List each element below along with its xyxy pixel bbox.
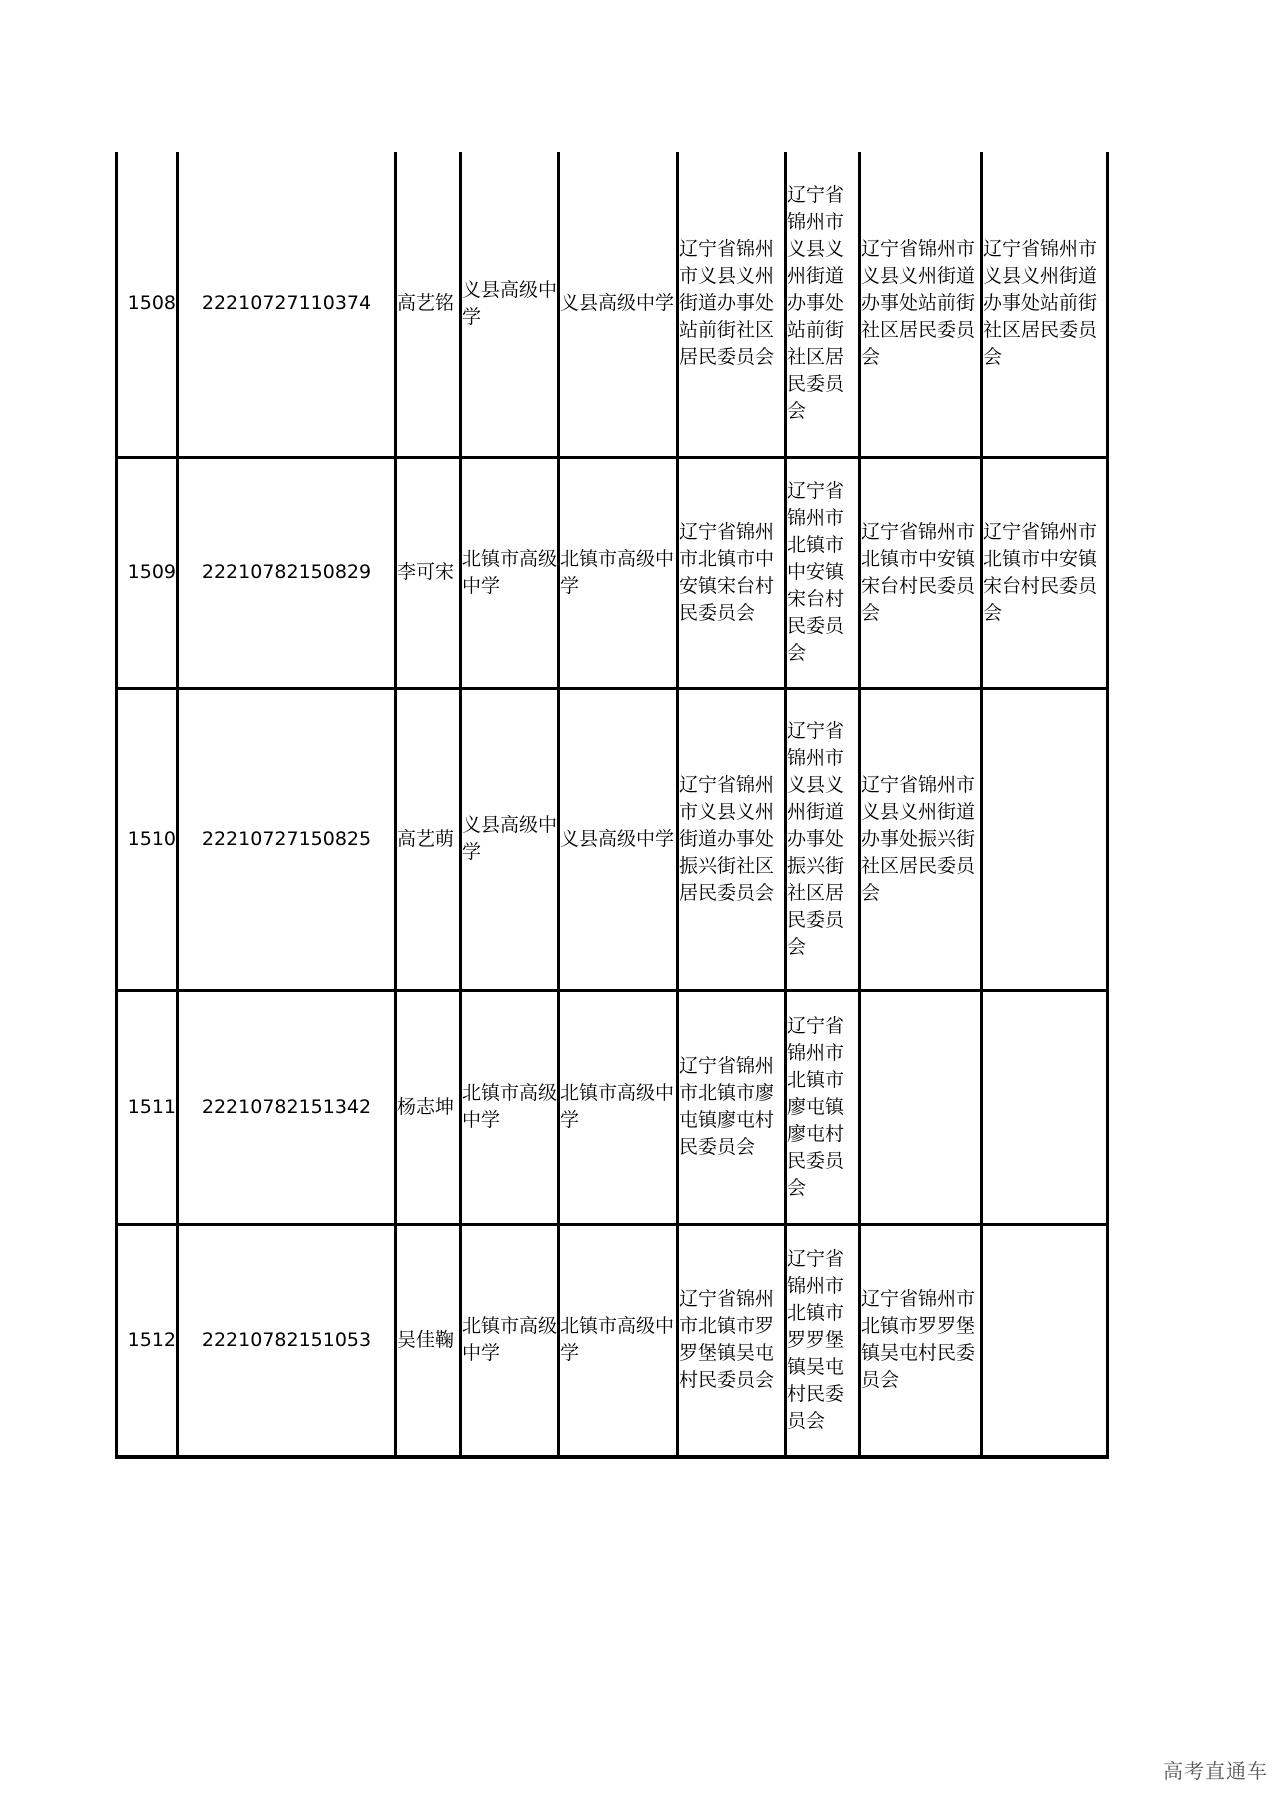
name-cell: 吴佳鞠 xyxy=(396,1224,461,1457)
id-cell: 22210782150829 xyxy=(178,457,396,688)
school-cell: 北镇市高级中学 xyxy=(461,990,559,1224)
address-cell-4: 辽宁省锦州市北镇市中安镇宋台村民委员会 xyxy=(982,457,1108,688)
seq-cell: 1508 xyxy=(117,152,178,457)
roster-body xyxy=(117,152,1108,1457)
address-cell-1: 辽宁省锦州市北镇市罗罗堡镇吴屯村民委员会 xyxy=(678,1224,786,1457)
address-cell-3: 辽宁省锦州市北镇市中安镇宋台村民委员会 xyxy=(860,457,982,688)
address-cell-2: 辽宁省锦州市北镇市中安镇宋台村民委员会 xyxy=(786,457,860,688)
school-cell: 义县高级中学 xyxy=(461,152,559,457)
table-row xyxy=(117,688,1108,990)
address-cell-1: 辽宁省锦州市北镇市中安镇宋台村民委员会 xyxy=(678,457,786,688)
id-cell: 22210782151342 xyxy=(178,990,396,1224)
address-cell-4 xyxy=(982,1224,1108,1457)
address-cell-2: 辽宁省锦州市义县义州街道办事处振兴街社区居民委员会 xyxy=(786,688,860,990)
seq-cell: 1512 xyxy=(117,1224,178,1457)
school-cell: 义县高级中学 xyxy=(461,688,559,990)
graduation-school-cell: 北镇市高级中学 xyxy=(559,990,678,1224)
name-cell: 杨志坤 xyxy=(396,990,461,1224)
graduation-school-cell: 北镇市高级中学 xyxy=(559,1224,678,1457)
id-cell: 22210782151053 xyxy=(178,1224,396,1457)
graduation-school-cell: 义县高级中学 xyxy=(559,152,678,457)
address-cell-1: 辽宁省锦州市义县义州街道办事处振兴街社区居民委员会 xyxy=(678,688,786,990)
id-cell: 22210727150825 xyxy=(178,688,396,990)
table-row xyxy=(117,152,1108,457)
table-row xyxy=(117,457,1108,688)
address-cell-2: 辽宁省锦州市北镇市廖屯镇廖屯村民委员会 xyxy=(786,990,860,1224)
watermark-text: 高考直通车 xyxy=(1163,1759,1268,1783)
address-cell-3 xyxy=(860,990,982,1224)
seq-cell: 1509 xyxy=(117,457,178,688)
graduation-school-cell: 北镇市高级中学 xyxy=(559,457,678,688)
address-cell-4: 辽宁省锦州市义县义州街道办事处站前街社区居民委员会 xyxy=(982,152,1108,457)
school-cell: 北镇市高级中学 xyxy=(461,457,559,688)
address-cell-2: 辽宁省锦州市北镇市罗罗堡镇吴屯村民委员会 xyxy=(786,1224,860,1457)
address-cell-3: 辽宁省锦州市义县义州街道办事处振兴街社区居民委员会 xyxy=(860,688,982,990)
address-cell-1: 辽宁省锦州市北镇市廖屯镇廖屯村民委员会 xyxy=(678,990,786,1224)
address-cell-3: 辽宁省锦州市北镇市罗罗堡镇吴屯村民委员会 xyxy=(860,1224,982,1457)
address-cell-2: 辽宁省锦州市义县义州街道办事处站前街社区居民委员会 xyxy=(786,152,860,457)
roster-table xyxy=(115,152,1109,1459)
seq-cell: 1511 xyxy=(117,990,178,1224)
id-cell: 22210727110374 xyxy=(178,152,396,457)
address-cell-1: 辽宁省锦州市义县义州街道办事处站前街社区居民委员会 xyxy=(678,152,786,457)
seq-cell: 1510 xyxy=(117,688,178,990)
table-row xyxy=(117,990,1108,1224)
name-cell: 高艺铭 xyxy=(396,152,461,457)
address-cell-4 xyxy=(982,688,1108,990)
address-cell-3: 辽宁省锦州市义县义州街道办事处站前街社区居民委员会 xyxy=(860,152,982,457)
school-cell: 北镇市高级中学 xyxy=(461,1224,559,1457)
name-cell: 高艺萌 xyxy=(396,688,461,990)
table-row xyxy=(117,1224,1108,1457)
name-cell: 李可宋 xyxy=(396,457,461,688)
address-cell-4 xyxy=(982,990,1108,1224)
graduation-school-cell: 义县高级中学 xyxy=(559,688,678,990)
